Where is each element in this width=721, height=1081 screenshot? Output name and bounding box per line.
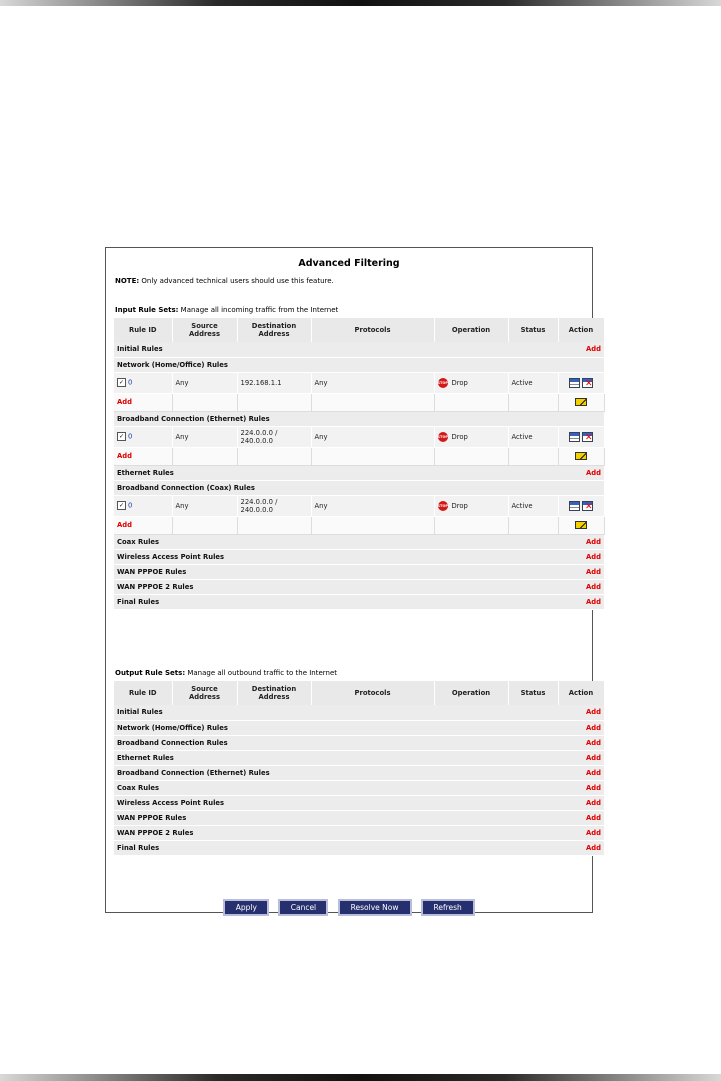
- rule-operation: Drop: [451, 432, 468, 441]
- input-group-name: Ethernet Rules: [114, 465, 558, 480]
- empty-cell: [237, 393, 311, 411]
- empty-cell: [311, 447, 434, 465]
- rule-operation-cell: [434, 495, 508, 516]
- output-group-add-link[interactable]: Add: [558, 765, 604, 780]
- stop-icon: STOP: [438, 378, 448, 388]
- output-group-name: Network (Home/Office) Rules: [114, 720, 558, 735]
- rule-source: Any: [172, 426, 237, 447]
- rule-protocols: Any: [311, 372, 434, 393]
- rule-row: [114, 372, 604, 393]
- output-group-row: [114, 720, 604, 735]
- output-group-row: [114, 705, 604, 720]
- output-group-add-link[interactable]: Add: [558, 750, 604, 765]
- output-group-name: Broadband Connection Rules: [114, 735, 558, 750]
- rule-id[interactable]: 0: [128, 501, 133, 510]
- input-group-add-link: [558, 411, 604, 426]
- note-text: Only advanced technical users should use this feature.: [139, 277, 334, 285]
- rule-row: [114, 495, 604, 516]
- cancel-button[interactable]: Cancel: [278, 899, 328, 916]
- input-group-row: [114, 534, 604, 549]
- add-rule-action: [558, 516, 604, 534]
- empty-cell: [172, 447, 237, 465]
- input-header-6: Action: [558, 318, 604, 342]
- rule-destination: 192.168.1.1: [237, 372, 311, 393]
- rule-protocols: Any: [311, 495, 434, 516]
- empty-cell: [508, 393, 558, 411]
- rule-source: Any: [172, 372, 237, 393]
- input-group-add-link[interactable]: Add: [558, 564, 604, 579]
- add-rule-icon[interactable]: [575, 452, 587, 460]
- add-rule-link[interactable]: Add: [114, 516, 172, 534]
- resolve-now-button[interactable]: Resolve Now: [338, 899, 412, 916]
- apply-button[interactable]: Apply: [223, 899, 269, 916]
- output-rule-sets-title: [115, 669, 337, 677]
- input-group-name: Broadband Connection (Coax) Rules: [114, 480, 558, 495]
- input-group-name: Broadband Connection (Ethernet) Rules: [114, 411, 558, 426]
- add-rule-row: [114, 447, 604, 465]
- input-header-row: [114, 318, 604, 342]
- output-header-2: Destination Address: [237, 681, 311, 705]
- input-group-row: [114, 357, 604, 372]
- rule-operation: Drop: [451, 501, 468, 510]
- rule-protocols: Any: [311, 426, 434, 447]
- rule-id-cell: [114, 372, 172, 393]
- rule-source: Any: [172, 495, 237, 516]
- output-rule-sets-label: Output Rule Sets:: [115, 669, 186, 677]
- output-header-6: Action: [558, 681, 604, 705]
- rule-operation-cell: [434, 426, 508, 447]
- empty-cell: [508, 516, 558, 534]
- input-header-4: Operation: [434, 318, 508, 342]
- input-group-name: WAN PPPOE 2 Rules: [114, 579, 558, 594]
- output-header-4: Operation: [434, 681, 508, 705]
- stop-icon: STOP: [438, 501, 448, 511]
- input-group-add-link[interactable]: Add: [558, 549, 604, 564]
- input-group-name: Coax Rules: [114, 534, 558, 549]
- output-group-name: Coax Rules: [114, 780, 558, 795]
- rule-status: Active: [508, 495, 558, 516]
- input-header-3: Protocols: [311, 318, 434, 342]
- note-label: NOTE:: [115, 277, 140, 285]
- rule-status: Active: [508, 372, 558, 393]
- note-line: [115, 277, 334, 285]
- output-group-add-link[interactable]: Add: [558, 720, 604, 735]
- output-group-add-link[interactable]: Add: [558, 780, 604, 795]
- output-group-row: [114, 750, 604, 765]
- empty-cell: [237, 447, 311, 465]
- output-group-name: Initial Rules: [114, 705, 558, 720]
- output-group-add-link[interactable]: Add: [558, 795, 604, 810]
- rule-enable-checkbox[interactable]: ✓: [118, 433, 125, 440]
- rule-row: [114, 426, 604, 447]
- input-group-name: Initial Rules: [114, 342, 558, 357]
- input-group-name: Wireless Access Point Rules: [114, 549, 558, 564]
- input-rule-sets-label: Input Rule Sets:: [115, 306, 179, 314]
- output-group-add-link[interactable]: Add: [558, 825, 604, 840]
- empty-cell: [172, 516, 237, 534]
- output-group-add-link[interactable]: Add: [558, 735, 604, 750]
- empty-cell: [434, 447, 508, 465]
- add-rule-action: [558, 393, 604, 411]
- output-header-row: [114, 681, 604, 705]
- rule-id[interactable]: 0: [128, 432, 133, 441]
- output-group-row: [114, 825, 604, 840]
- output-group-row: [114, 810, 604, 825]
- output-group-row: [114, 735, 604, 750]
- rule-id[interactable]: 0: [128, 378, 133, 387]
- add-rule-link[interactable]: Add: [114, 393, 172, 411]
- add-rule-row: [114, 516, 604, 534]
- rule-id-cell: [114, 426, 172, 447]
- input-rule-sets-title: [115, 306, 338, 314]
- edit-rule-icon[interactable]: [569, 378, 580, 388]
- add-rule-action: [558, 447, 604, 465]
- output-group-row: [114, 840, 604, 855]
- edit-rule-icon[interactable]: [569, 501, 580, 511]
- input-group-row: [114, 465, 604, 480]
- delete-rule-icon[interactable]: [582, 432, 593, 442]
- output-group-add-link[interactable]: Add: [558, 810, 604, 825]
- rule-enable-checkbox[interactable]: ✓: [118, 502, 125, 509]
- input-header-2: Destination Address: [237, 318, 311, 342]
- rule-operation: Drop: [451, 378, 468, 387]
- rule-actions: [558, 372, 604, 393]
- rule-status: Active: [508, 426, 558, 447]
- empty-cell: [172, 393, 237, 411]
- empty-cell: [311, 393, 434, 411]
- output-group-add-link[interactable]: Add: [558, 705, 604, 720]
- stop-icon: STOP: [438, 432, 448, 442]
- bottom-decorative-bar: [0, 1074, 721, 1081]
- input-rule-sets-desc: Manage all incoming traffic from the Internet: [178, 306, 339, 314]
- input-header-1: Source Address: [172, 318, 237, 342]
- input-group-name: Network (Home/Office) Rules: [114, 357, 558, 372]
- output-header-3: Protocols: [311, 681, 434, 705]
- delete-rule-icon[interactable]: [582, 501, 593, 511]
- output-group-name: WAN PPPOE Rules: [114, 810, 558, 825]
- button-bar: [106, 895, 592, 916]
- top-decorative-bar: [0, 0, 721, 6]
- output-group-name: Final Rules: [114, 840, 558, 855]
- rule-destination: 224.0.0.0 / 240.0.0.0: [237, 495, 311, 516]
- output-header-1: Source Address: [172, 681, 237, 705]
- output-header-0: Rule ID: [114, 681, 172, 705]
- input-group-row: [114, 564, 604, 579]
- input-group-add-link: [558, 480, 604, 495]
- input-group-row: [114, 549, 604, 564]
- input-group-add-link[interactable]: Add: [558, 594, 604, 609]
- input-rules-table: [114, 318, 605, 610]
- add-rule-row: [114, 393, 604, 411]
- output-group-name: WAN PPPOE 2 Rules: [114, 825, 558, 840]
- output-group-name: Wireless Access Point Rules: [114, 795, 558, 810]
- empty-cell: [434, 516, 508, 534]
- rule-destination: 224.0.0.0 / 240.0.0.0: [237, 426, 311, 447]
- input-group-name: Final Rules: [114, 594, 558, 609]
- output-group-name: Ethernet Rules: [114, 750, 558, 765]
- input-group-row: [114, 342, 604, 357]
- input-group-row: [114, 579, 604, 594]
- input-group-row: [114, 411, 604, 426]
- rule-enable-checkbox[interactable]: ✓: [118, 379, 125, 386]
- input-group-add-link[interactable]: Add: [558, 534, 604, 549]
- input-group-row: [114, 480, 604, 495]
- rule-actions: [558, 426, 604, 447]
- output-rules-table: [114, 681, 605, 856]
- empty-cell: [237, 516, 311, 534]
- add-rule-icon[interactable]: [575, 398, 587, 406]
- input-header-5: Status: [508, 318, 558, 342]
- empty-cell: [434, 393, 508, 411]
- input-group-name: WAN PPPOE Rules: [114, 564, 558, 579]
- output-rule-sets-desc: Manage all outbound traffic to the Internet: [185, 669, 338, 677]
- advanced-filtering-panel: [105, 247, 601, 913]
- add-rule-icon[interactable]: [575, 521, 587, 529]
- edit-rule-icon[interactable]: [569, 432, 580, 442]
- output-group-row: [114, 780, 604, 795]
- rule-actions: [558, 495, 604, 516]
- delete-rule-icon[interactable]: [582, 378, 593, 388]
- refresh-button[interactable]: Refresh: [421, 899, 475, 916]
- output-header-5: Status: [508, 681, 558, 705]
- page-title: Advanced Filtering: [298, 258, 400, 269]
- add-rule-link[interactable]: Add: [114, 447, 172, 465]
- input-group-add-link[interactable]: Add: [558, 342, 604, 357]
- output-group-add-link[interactable]: Add: [558, 840, 604, 855]
- empty-cell: [311, 516, 434, 534]
- input-header-0: Rule ID: [114, 318, 172, 342]
- input-group-add-link[interactable]: Add: [558, 579, 604, 594]
- output-group-row: [114, 765, 604, 780]
- empty-cell: [508, 447, 558, 465]
- rule-id-cell: [114, 495, 172, 516]
- output-group-row: [114, 795, 604, 810]
- input-group-add-link: [558, 357, 604, 372]
- output-group-name: Broadband Connection (Ethernet) Rules: [114, 765, 558, 780]
- rule-operation-cell: [434, 372, 508, 393]
- input-group-add-link[interactable]: Add: [558, 465, 604, 480]
- input-group-row: [114, 594, 604, 609]
